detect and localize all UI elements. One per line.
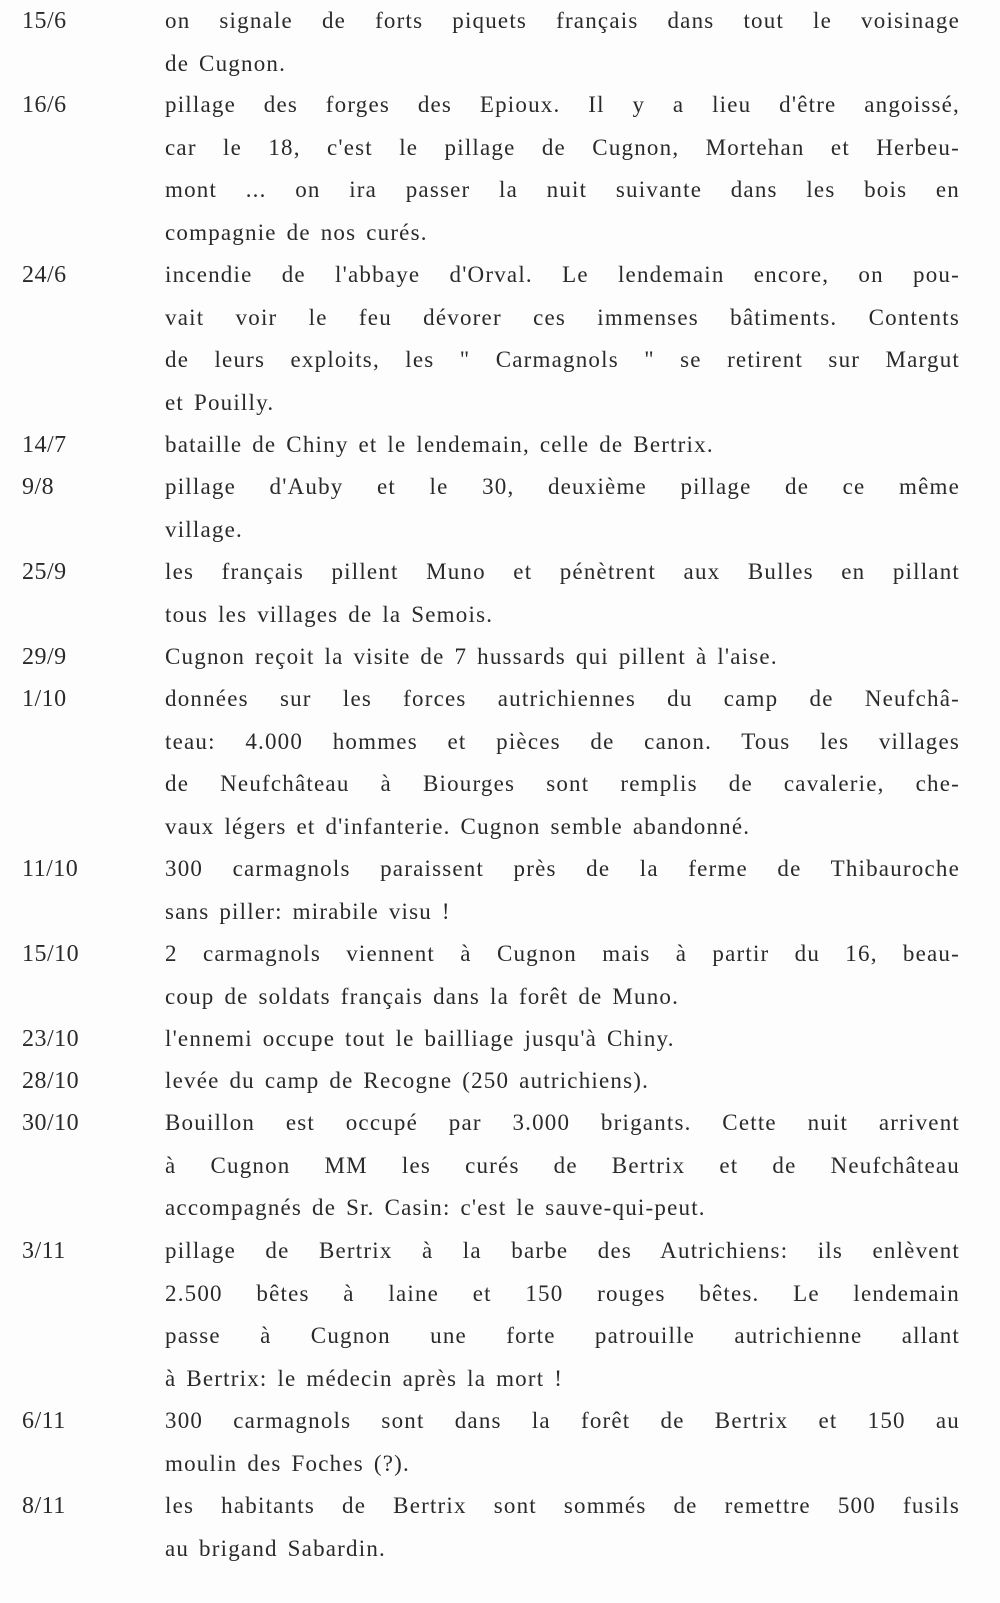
entry-date: 16/6 — [22, 92, 67, 118]
entry-text-line: bataille de Chiny et le lendemain, celle de Bertrix. — [165, 432, 714, 457]
entry-text-line: de leurs exploits, les " Carmagnols " se retirent sur Margut — [165, 347, 960, 372]
entry-date: 23/10 — [22, 1026, 80, 1052]
entry-text-line: moulin des Foches (?). — [165, 1450, 410, 1476]
entry-text-line: et Pouilly. — [165, 389, 275, 415]
entry-text-line: les français pillent Muno et pénètrent aux Bulles en pillant — [165, 559, 960, 584]
entry-text-line: pillage des forges des Epioux. Il y a lieu d'être angoissé, — [165, 92, 960, 117]
entry-date: 30/10 — [22, 1110, 80, 1136]
entry-text-line: données sur les forces autrichiennes du camp de Neufchâ- — [165, 686, 960, 711]
entry-text-line: accompagnés de Sr. Casin: c'est le sauve-qui-peut. — [165, 1195, 706, 1220]
entry-text-line: 300 carmagnols paraissent près de la ferme de Thibauroche — [165, 856, 960, 881]
entry-text-line: de Cugnon. — [165, 50, 287, 76]
entry-date: 29/9 — [22, 644, 67, 670]
entry-text-line: compagnie de nos curés. — [165, 219, 428, 245]
entry-date: 28/10 — [22, 1068, 80, 1094]
entry-date: 1/10 — [22, 686, 67, 712]
entry-text — [165, 1230, 960, 1400]
entry-text-line: teau: 4.000 hommes et pièces de canon. Tous les villages — [165, 728, 960, 754]
entry-text — [165, 84, 960, 254]
entry-date: 11/10 — [22, 856, 79, 882]
entry-text-line: 2 carmagnols viennent à Cugnon mais à partir du 16, beau- — [165, 941, 960, 966]
entry-text — [165, 1400, 960, 1485]
entry-date: 3/11 — [22, 1238, 66, 1264]
entry-date: 15/10 — [22, 941, 80, 967]
entry-text — [165, 636, 960, 679]
entry-text-line: passe à Cugnon une forte patrouille autrichienne allant — [165, 1323, 960, 1348]
entry-text-line: village. — [165, 516, 243, 542]
entry-text-line: pillage d'Auby et le 30, deuxième pillage de ce même — [165, 474, 960, 499]
entry-text-line: à Bertrix: le médecin après la mort ! — [165, 1365, 564, 1391]
entry-date: 14/7 — [22, 432, 67, 458]
entry-text-line: à Cugnon MM les curés de Bertrix et de Neufchâteau — [165, 1152, 960, 1178]
entry-text — [165, 1018, 960, 1061]
entry-text-line: l'ennemi occupe tout le bailliage jusqu'à Chiny. — [165, 1026, 675, 1051]
entry-text — [165, 254, 960, 424]
entry-text-line: levée du camp de Recogne (250 autrichiens). — [165, 1068, 650, 1093]
entry-date: 25/9 — [22, 559, 67, 585]
entry-text-line: sans piller: mirabile visu ! — [165, 898, 451, 924]
entry-text-line: mont ... on ira passer la nuit suivante dans les bois en — [165, 177, 960, 202]
entry-text — [165, 551, 960, 636]
entry-text-line: de Neufchâteau à Biourges sont remplis de cavalerie, che- — [165, 771, 960, 796]
entry-text — [165, 424, 960, 467]
entry-text — [165, 678, 960, 848]
entry-text-line: on signale de forts piquets français dans tout le voisinage — [165, 8, 960, 33]
entry-text-line: Cugnon reçoit la visite de 7 hussards qui pillent à l'aise. — [165, 644, 778, 669]
entry-text-line: les habitants de Bertrix sont sommés de remettre 500 fusils — [165, 1493, 960, 1518]
entry-text-line: vaux légers et d'infanterie. Cugnon semble abandonné. — [165, 813, 751, 839]
entry-text-line: vait voir le feu dévorer ces immenses bâtiments. Contents — [165, 304, 960, 330]
entry-text-line: au brigand Sabardin. — [165, 1535, 386, 1561]
entry-text-line: coup de soldats français dans la forêt de Muno. — [165, 983, 680, 1009]
entry-text — [165, 848, 960, 933]
entry-date: 6/11 — [22, 1408, 66, 1434]
entry-text-line: Bouillon est occupé par 3.000 brigants. Cette nuit arrivent — [165, 1110, 960, 1135]
entry-text — [165, 1485, 960, 1570]
entry-date: 24/6 — [22, 262, 67, 288]
entry-date: 9/8 — [22, 474, 55, 500]
entry-date: 8/11 — [22, 1493, 66, 1519]
entry-text-line: pillage de Bertrix à la barbe des Autrichiens: ils enlèvent — [165, 1238, 960, 1263]
entry-text-line: 2.500 bêtes à laine et 150 rouges bêtes. Le lendemain — [165, 1280, 960, 1306]
entry-date: 15/6 — [22, 8, 67, 34]
entry-text — [165, 466, 960, 551]
entry-text-line: 300 carmagnols sont dans la forêt de Bertrix et 150 au — [165, 1408, 960, 1433]
entry-text — [165, 1060, 960, 1103]
entry-text — [165, 1102, 960, 1230]
entry-text-line: tous les villages de la Semois. — [165, 601, 494, 627]
entry-text-line: incendie de l'abbaye d'Orval. Le lendemain encore, on pou- — [165, 262, 960, 287]
entry-text — [165, 933, 960, 1018]
entry-text-line: car le 18, c'est le pillage de Cugnon, Mortehan et Herbeu- — [165, 134, 960, 160]
entry-text — [165, 0, 960, 85]
